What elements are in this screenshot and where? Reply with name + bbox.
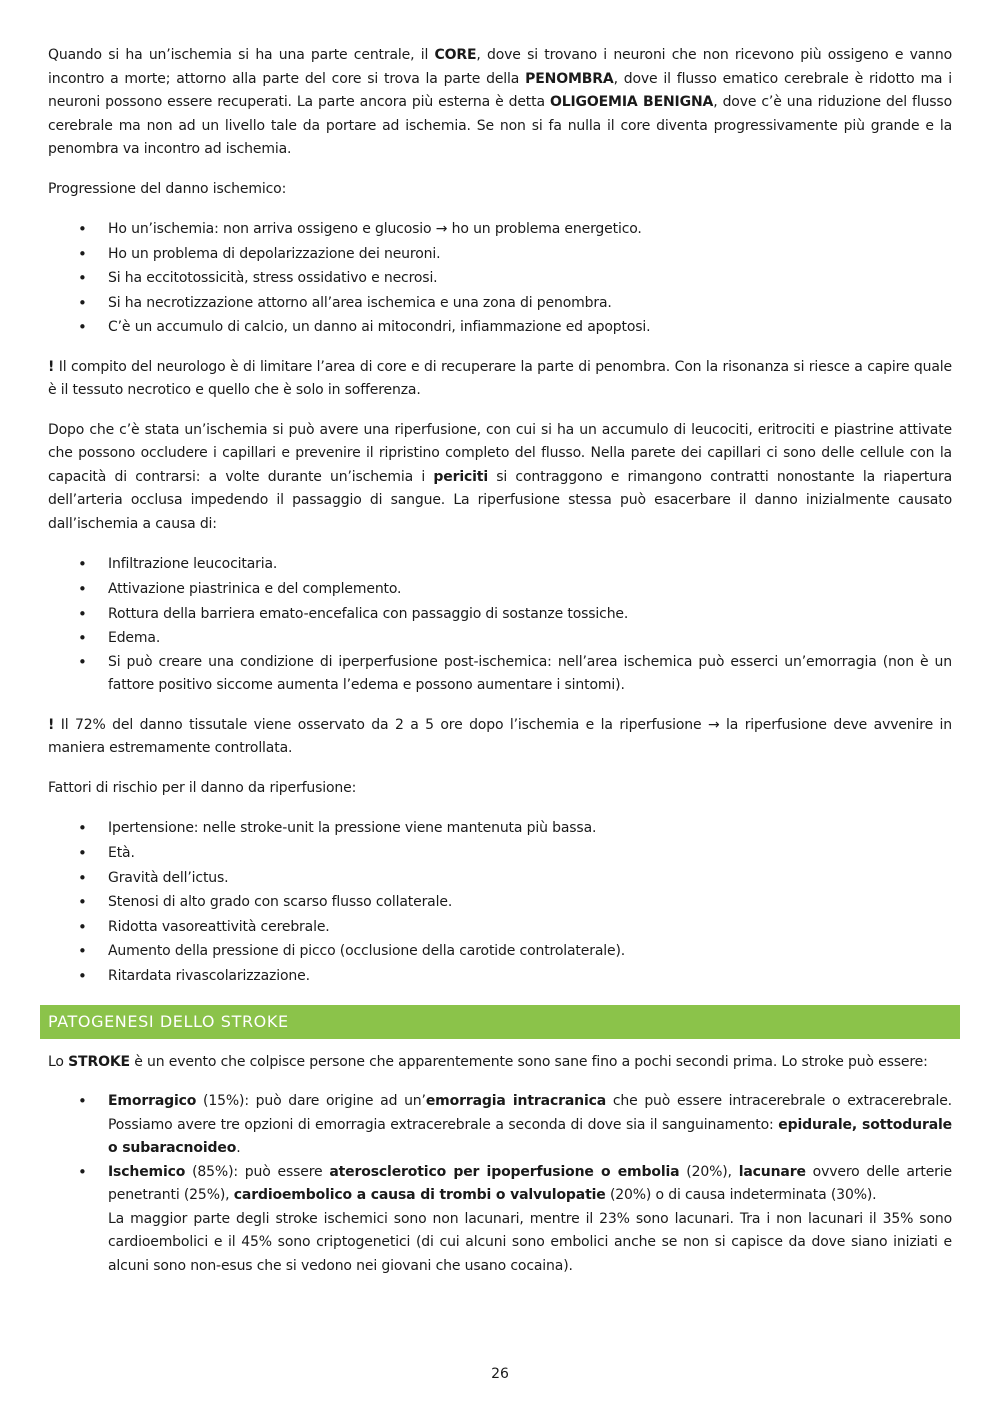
list-progressione — [48, 217, 952, 340]
exclamation-mark: ! — [48, 716, 55, 733]
text-run: Il compito del neurologo è di limitare l’area di core e di recuperare la parte di penombra. Con la risonanza si riesce a capire quale è il tessuto necrotico e quello che è solo in sofferenza. — [48, 358, 952, 399]
text-run: (15%): può dare origine ad un’ — [196, 1093, 426, 1109]
term-ischemico: Ischemico — [108, 1163, 186, 1180]
list-item: • Rottura della barriera emato-encefalica con passaggio di sostanze tossiche. — [108, 602, 952, 627]
text-run: (20%) o di causa indeterminata (30%). — [605, 1187, 877, 1203]
section-heading: PATOGENESI DELLO STROKE — [40, 1005, 960, 1039]
list-item: • Ritardata rivascolarizzazione. — [108, 964, 952, 989]
text-run: , dove il flusso ematico cerebrale è ridotto ma i neuroni possono essere recuperati. La parte ancora più esterna è detta — [48, 70, 952, 110]
term-penombra: PENOMBRA — [525, 70, 614, 87]
list-danno-riperfusione — [48, 552, 952, 697]
list-item-ischemico — [108, 1161, 952, 1279]
text-run: , dove c’è una riduzione del flusso cerebrale ma non ad un livello tale da portare ad ischemia. Se non si fa nulla il core diventa progressivamente più grande e la penombra va incontro ad ischemia. — [48, 94, 952, 157]
list-item: • Si può creare una condizione di iperperfusione post-ischemica: nell’area ischemica può esserci un’emorragia (non è un fattore positivo siccome aumenta l’edema e possono aumentare i sintomi). — [108, 651, 952, 698]
list-tipi-stroke — [48, 1090, 952, 1278]
term-oligoemia-benigna: OLIGOEMIA BENIGNA — [549, 94, 714, 110]
exclamation-mark: ! — [48, 358, 55, 375]
term-sedi-emorragia: epidurale, sottodurale o subaracnoideo — [108, 1116, 952, 1156]
list-item: • Ho un’ischemia: non arriva ossigeno e glucosio → ho un problema energetico. — [108, 217, 952, 242]
term-aterosclerotico: aterosclerotico per ipoperfusione o embolia — [329, 1163, 680, 1180]
paragraph-compito-neurologo — [48, 356, 952, 403]
list-item: • C’è un accumulo di calcio, un danno ai mitocondri, infiammazione ed apoptosi. — [108, 315, 952, 340]
text-run: , dove si trovano i neuroni che non ricevono più ossigeno e vanno incontro a morte; attorno alla parte del core si trova la parte della — [48, 47, 952, 87]
list-item: • Si ha necrotizzazione attorno all’area ischemica e una zona di penombra. — [108, 291, 952, 316]
term-periciti: periciti — [433, 468, 488, 485]
paragraph-danno-tissutale — [48, 714, 952, 761]
term-emorragico: Emorragico — [108, 1093, 197, 1109]
list-item: • Infiltrazione leucocitaria. — [108, 552, 952, 577]
list-item: • Stenosi di alto grado con scarso flusso collaterale. — [108, 890, 952, 915]
list-item: • Si ha eccitotossicità, stress ossidativo e necrosi. — [108, 266, 952, 291]
term-emorragia-intracranica: emorragia intracranica — [425, 1093, 607, 1109]
list-item-emorragico — [108, 1090, 952, 1161]
list-item: • Aumento della pressione di picco (occlusione della carotide controlaterale). — [108, 939, 952, 964]
list-item: • Età. — [108, 841, 952, 866]
text-run: è un evento che colpisce persone che apparentemente sono sane fino a pochi secondi prima. Lo stroke può essere: — [129, 1053, 928, 1070]
list-item: • Gravità dell’ictus. — [108, 866, 952, 891]
term-lacunare: lacunare — [738, 1163, 806, 1180]
text-run: Quando si ha un’ischemia si ha una parte centrale, il — [48, 47, 435, 63]
text-run: (20%), — [679, 1163, 739, 1180]
text-run: . — [236, 1140, 241, 1156]
text-run: Il 72% del danno tissutale viene osservato da 2 a 5 ore dopo l’ischemia e la riperfusione → la riperfusione deve avvenire in maniera estremamente controllata. — [48, 716, 952, 757]
paragraph-progressione-intro: Progressione del danno ischemico: — [48, 180, 287, 197]
text-run: (85%): può essere — [185, 1163, 330, 1180]
text-run: ovvero delle arterie penetranti (25%), — [108, 1163, 952, 1203]
list-item: • Attivazione piastrinica e del complemento. — [108, 577, 952, 602]
term-core: CORE — [434, 47, 477, 63]
term-stroke: STROKE — [68, 1053, 130, 1070]
text-run: che può essere intracerebrale o extracerebrale. Possiamo avere tre opzioni di emorragia extracerebrale a seconda di dove sia il sanguinamento: — [108, 1093, 952, 1133]
text-run: Lo — [48, 1053, 69, 1070]
paragraph-fattori-intro: Fattori di rischio per il danno da riperfusione: — [48, 779, 357, 796]
list-item: • Ipertensione: nelle stroke-unit la pressione viene mantenuta più bassa. — [108, 816, 952, 841]
list-item: • Ridotta vasoreattività cerebrale. — [108, 915, 952, 940]
list-fattori-rischio — [48, 816, 952, 988]
text-run: La maggior parte degli stroke ischemici sono non lacunari, mentre il 23% sono lacunari. Tra i non lacunari il 35% sono cardioembolici e il 45% sono criptogenetici (di cui alcuni sono embolici anche se non si capisce da dove siano iniziati e alcuni sono non-esus che si vedono nei giovani che usano cocaina). — [108, 1210, 952, 1274]
paragraph-stroke-intro — [48, 1051, 952, 1075]
term-cardioembolico: cardioembolico a causa di trombi o valvulopatie — [233, 1187, 606, 1203]
list-item: • Ho un problema di depolarizzazione dei neuroni. — [108, 242, 952, 267]
text-run: si contraggono e rimangono contratti nonostante la riapertura dell’arteria occlusa impedendo il passaggio di sangue. La riperfusione stessa può esacerbare il danno inizialmente causato dall’ischemia a causa di: — [48, 468, 953, 532]
list-item: • Edema. — [108, 626, 952, 651]
text-run: Dopo che c’è stata un’ischemia si può avere una riperfusione, con cui si ha un accumulo di leucociti, eritrociti e piastrine attivate che possono occludere i capillari e prevenire il ripristino completo del flusso. Nella parete dei capillari ci sono delle cellule con la capacità di contrarsi: a volte durante un’ischemia i — [48, 421, 952, 485]
paragraph-riperfusione — [48, 419, 952, 537]
document-page — [48, 44, 952, 1294]
paragraph-core-penombra — [48, 44, 952, 162]
page-number: 26 — [491, 1366, 509, 1382]
